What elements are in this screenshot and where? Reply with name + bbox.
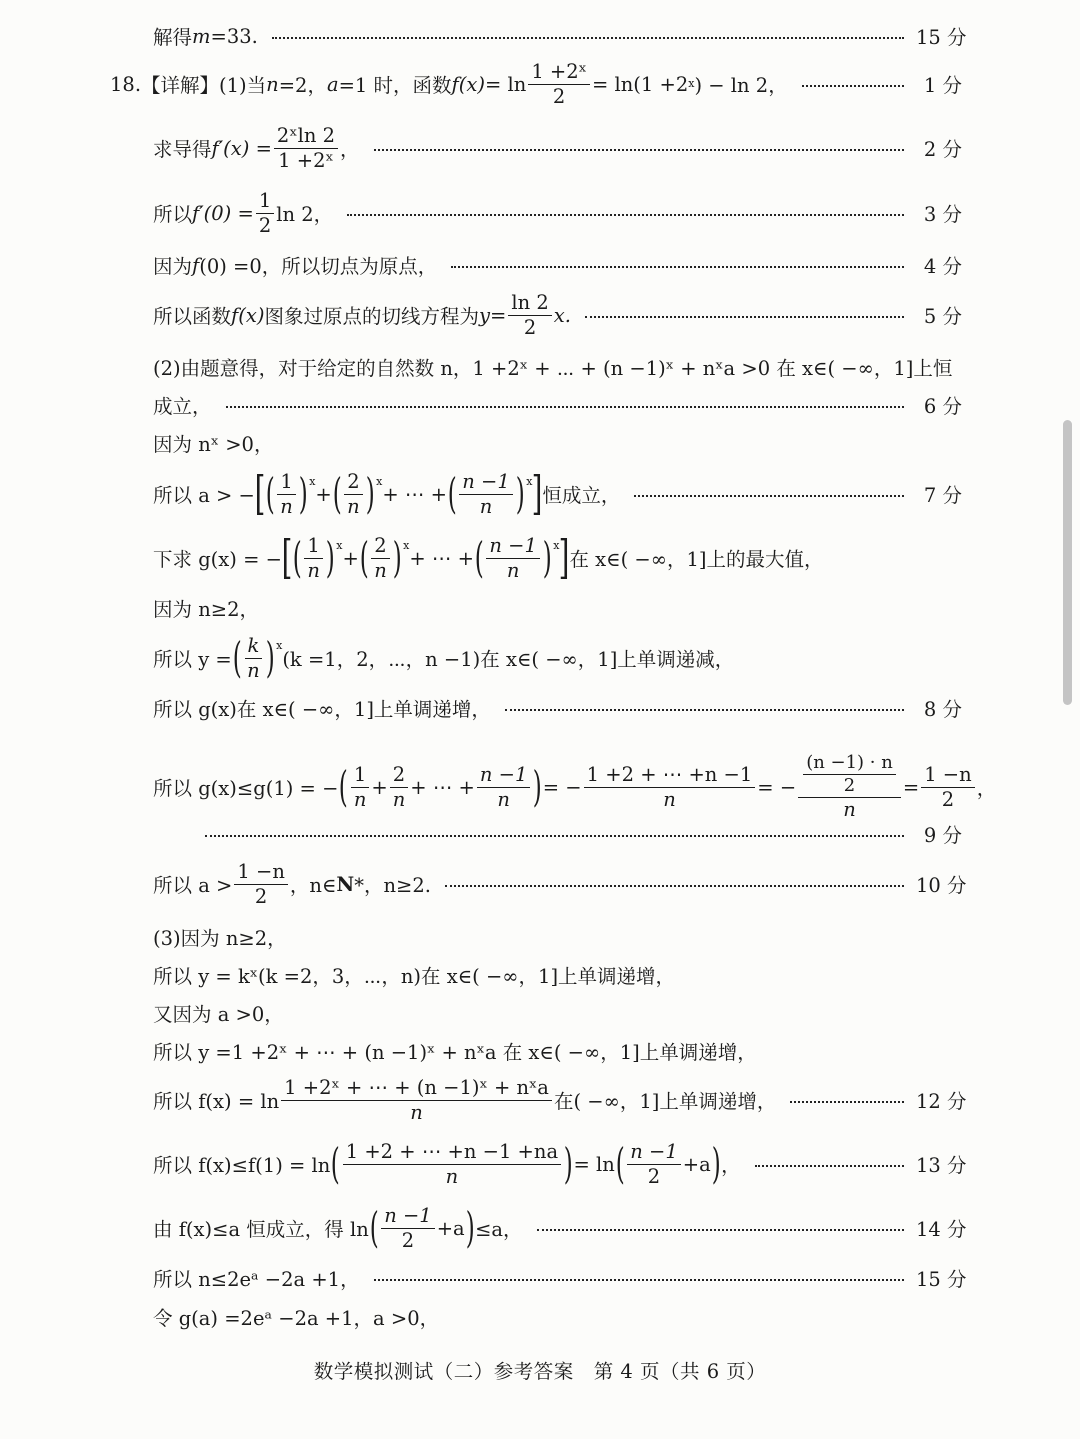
dot-leader bbox=[272, 37, 904, 39]
fraction: $\frac{n -1}{2}$ bbox=[381, 1205, 435, 1251]
fraction: $\frac{1 -n}{2}$ bbox=[921, 764, 975, 810]
score: 12 分 bbox=[916, 1090, 967, 1113]
answer-text: 所以 g(x)≤g(1) = − ( $\frac{1}{n}$ + $\frac{2}{n}$ + ⋯ + $\frac{n -1}{n}$ ) = − $\frac{1 +2 + \cdots +n -1}{n}$ = − $\frac{\frac{(n -1) \cdot n}{2}}{n}$ = $\frac{1 -n}{2}$ ， bbox=[153, 752, 997, 822]
fraction: $\frac{1 -n}{2}$ bbox=[234, 861, 288, 907]
fraction: $\frac{k}{n}$ bbox=[244, 635, 263, 681]
score: 9 分 bbox=[923, 824, 962, 847]
score: 1 分 bbox=[923, 74, 962, 97]
score: 8 分 bbox=[923, 698, 962, 721]
answer-line bbox=[153, 588, 962, 628]
dot-leader bbox=[374, 149, 904, 151]
answer-text: (2)由题意得，对于给定的自然数 n，1 +2ˣ + ⋯ + (n −1)ˣ + nˣa >0 在 x∈( −∞，1]上恒 bbox=[153, 357, 953, 380]
dot-leader bbox=[634, 495, 904, 497]
answer-line bbox=[153, 423, 962, 463]
answer-text: 所以 a > − [ ( $\frac{1}{n}$ ) x + ( $\frac{2}{n}$ ) x + ⋯ + ( $\frac{n -1}{n}$ ) x ] 恒成立， bbox=[153, 466, 621, 521]
page-footer: 数学模拟测试（二）参考答案 第 4 页（共 6 页） bbox=[313, 1360, 767, 1383]
fraction: $\frac{1}{n}$ bbox=[277, 471, 296, 517]
dot-leader bbox=[374, 1279, 904, 1281]
answer-text: 因为 nˣ >0， bbox=[153, 433, 274, 456]
answer-line bbox=[153, 1297, 962, 1337]
answer-line bbox=[153, 385, 962, 425]
fraction: $\frac{\text{1 +2ˣ}}{2}$ bbox=[528, 61, 590, 107]
score: 3 分 bbox=[923, 203, 962, 226]
fraction: $\frac{1}{n}$ bbox=[304, 535, 323, 581]
fraction: $\frac{1}{2}$ bbox=[256, 190, 274, 236]
answer-text: 令 g(a) =2eᵃ −2a +1，a >0， bbox=[153, 1307, 440, 1330]
fraction: $\frac{n -1}{n}$ bbox=[459, 471, 513, 517]
fraction: $\frac{2}{n}$ bbox=[371, 535, 390, 581]
score: 5 分 bbox=[923, 305, 962, 328]
answer-text: 解得 m =33. bbox=[153, 24, 258, 49]
answer-line bbox=[153, 1139, 967, 1189]
answer-text: 求导得 f′(x) = $\frac{\text{2ˣln 2}}{\text{1 +2ˣ}}$ ， bbox=[153, 124, 360, 172]
score: 10 分 bbox=[916, 874, 967, 897]
answer-line bbox=[153, 16, 967, 56]
nested-fraction: $\frac{(n -1) \cdot n}{2}$ bbox=[803, 753, 896, 796]
answer-line bbox=[153, 917, 962, 957]
answer-text: 由 f(x)≤a 恒成立，得 ln ( $\frac{n -1}{2}$ +a ) ≤a， bbox=[153, 1203, 523, 1253]
answer-text: 又因为 a >0， bbox=[153, 1003, 284, 1026]
answer-line bbox=[153, 1031, 962, 1071]
answer-text: 所以 g(x)在 x∈( −∞，1]上单调递增， bbox=[153, 698, 491, 721]
score: 2 分 bbox=[923, 138, 962, 161]
score: 4 分 bbox=[923, 255, 962, 278]
fraction: $\frac{n -1}{n}$ bbox=[477, 764, 531, 810]
dot-leader bbox=[505, 709, 904, 711]
fraction: $\frac{1 +2 + \cdots +n -1 +na}{n}$ bbox=[343, 1141, 561, 1187]
score: 15 分 bbox=[916, 26, 967, 49]
answer-line bbox=[153, 955, 962, 995]
answer-text: 所以 y = ( $\frac{k}{n}$ ) x (k =1，2，⋯，n −1)在 x∈( −∞，1]上单调递减， bbox=[153, 633, 735, 683]
answer-text: 因为 n≥2， bbox=[153, 598, 260, 621]
dot-leader bbox=[445, 885, 904, 887]
score: 14 分 bbox=[916, 1218, 967, 1241]
answer-line bbox=[153, 1258, 967, 1298]
answer-text: 18. 【详解】(1)当 n =2， a =1 时，函数 f(x) = ln $\frac{\text{1 +2ˣ}}{2}$ = ln(1 +2 x ) − ln 2， bbox=[110, 60, 788, 108]
answer-line bbox=[153, 993, 962, 1033]
answer-line bbox=[153, 530, 962, 585]
answer-text: 所以 f(x) = ln $\frac{\text{1 +2ˣ + ⋯ + (n −1)ˣ + nˣa}}{n}$ 在( −∞，1]上单调递增， bbox=[153, 1076, 777, 1124]
answer-line bbox=[153, 860, 967, 908]
dot-leader bbox=[802, 85, 904, 87]
dot-leader bbox=[226, 406, 904, 408]
answer-text: 所以 n≤2eᵃ −2a +1， bbox=[153, 1268, 360, 1291]
fraction: $\frac{\frac{(n -1) \cdot n}{2}}{n}$ bbox=[798, 753, 901, 820]
fraction: $\frac{\ln 2}{2}$ bbox=[508, 292, 551, 338]
answer-line bbox=[153, 633, 962, 683]
fraction: $\frac{n -1}{2}$ bbox=[627, 1141, 681, 1187]
answer-text: 所以 y = kˣ(k =2，3，⋯，n)在 x∈( −∞，1]上单调递增， bbox=[153, 965, 676, 988]
answer-text: 下求 g(x) = − [ ( $\frac{1}{n}$ ) x + ( $\frac{2}{n}$ ) x + ⋯ + ( $\frac{n -1}{n}$ ) x ] 在 x∈( −∞，1]上的最大值， bbox=[153, 530, 824, 585]
answer-text: 所以 a > $\frac{1 -n}{2}$ ，n∈ N *，n≥2. bbox=[153, 860, 431, 908]
dot-leader bbox=[205, 835, 904, 837]
answer-text: 所以函数 f(x) 图象过原点的切线方程为 y = $\frac{\ln 2}{2}$ x. bbox=[153, 291, 571, 339]
answer-line bbox=[153, 688, 962, 728]
answer-text: 所以 f′(0) = $\frac{1}{2}$ ln 2， bbox=[153, 189, 334, 237]
dot-leader bbox=[347, 214, 904, 216]
fraction: $\frac{1}{n}$ bbox=[351, 764, 370, 810]
answer-line bbox=[153, 347, 962, 387]
answer-text: 所以 y =1 +2ˣ + ⋯ + (n −1)ˣ + nˣa 在 x∈( −∞，1]上单调递增， bbox=[153, 1041, 757, 1064]
question-number: 18. bbox=[110, 72, 142, 96]
dot-leader bbox=[755, 1165, 904, 1167]
dot-leader bbox=[537, 1229, 904, 1231]
answer-line bbox=[153, 245, 962, 285]
answer-line bbox=[153, 291, 962, 339]
fraction: $\frac{\text{1 +2ˣ + ⋯ + (n −1)ˣ + nˣa}}{n}$ bbox=[281, 1077, 552, 1123]
fraction: $\frac{2}{n}$ bbox=[344, 471, 363, 517]
vertical-scrollbar[interactable] bbox=[1063, 420, 1072, 705]
dot-leader bbox=[585, 316, 904, 318]
answer-line bbox=[153, 124, 962, 172]
answer-line bbox=[153, 1203, 967, 1253]
fraction: $\frac{\text{2ˣln 2}}{\text{1 +2ˣ}}$ bbox=[274, 125, 338, 171]
answer-line bbox=[153, 189, 962, 237]
score: 7 分 bbox=[923, 484, 962, 507]
answer-text: 成立， bbox=[153, 395, 212, 418]
fraction: $\frac{n -1}{n}$ bbox=[486, 535, 540, 581]
score: 6 分 bbox=[923, 395, 962, 418]
dot-leader bbox=[790, 1101, 904, 1103]
score: 13 分 bbox=[916, 1154, 967, 1177]
question-header-line bbox=[110, 60, 962, 108]
score: 15 分 bbox=[916, 1268, 967, 1291]
answer-text: 因为 f (0) =0，所以切点为原点， bbox=[153, 253, 438, 278]
answer-text: (3)因为 n≥2， bbox=[153, 927, 287, 950]
answer-line bbox=[205, 814, 962, 854]
answer-line bbox=[153, 466, 962, 521]
fraction: $\frac{2}{n}$ bbox=[390, 764, 409, 810]
dot-leader bbox=[451, 266, 904, 268]
answer-line bbox=[153, 752, 997, 822]
answer-text: 所以 f(x)≤f(1) = ln ( $\frac{1 +2 + \cdots +n -1 +na}{n}$ ) = ln ( $\frac{n -1}{2}$ +a ) ， bbox=[153, 1139, 741, 1189]
fraction: $\frac{1 +2 + \cdots +n -1}{n}$ bbox=[584, 764, 756, 810]
answer-line bbox=[153, 1076, 967, 1124]
